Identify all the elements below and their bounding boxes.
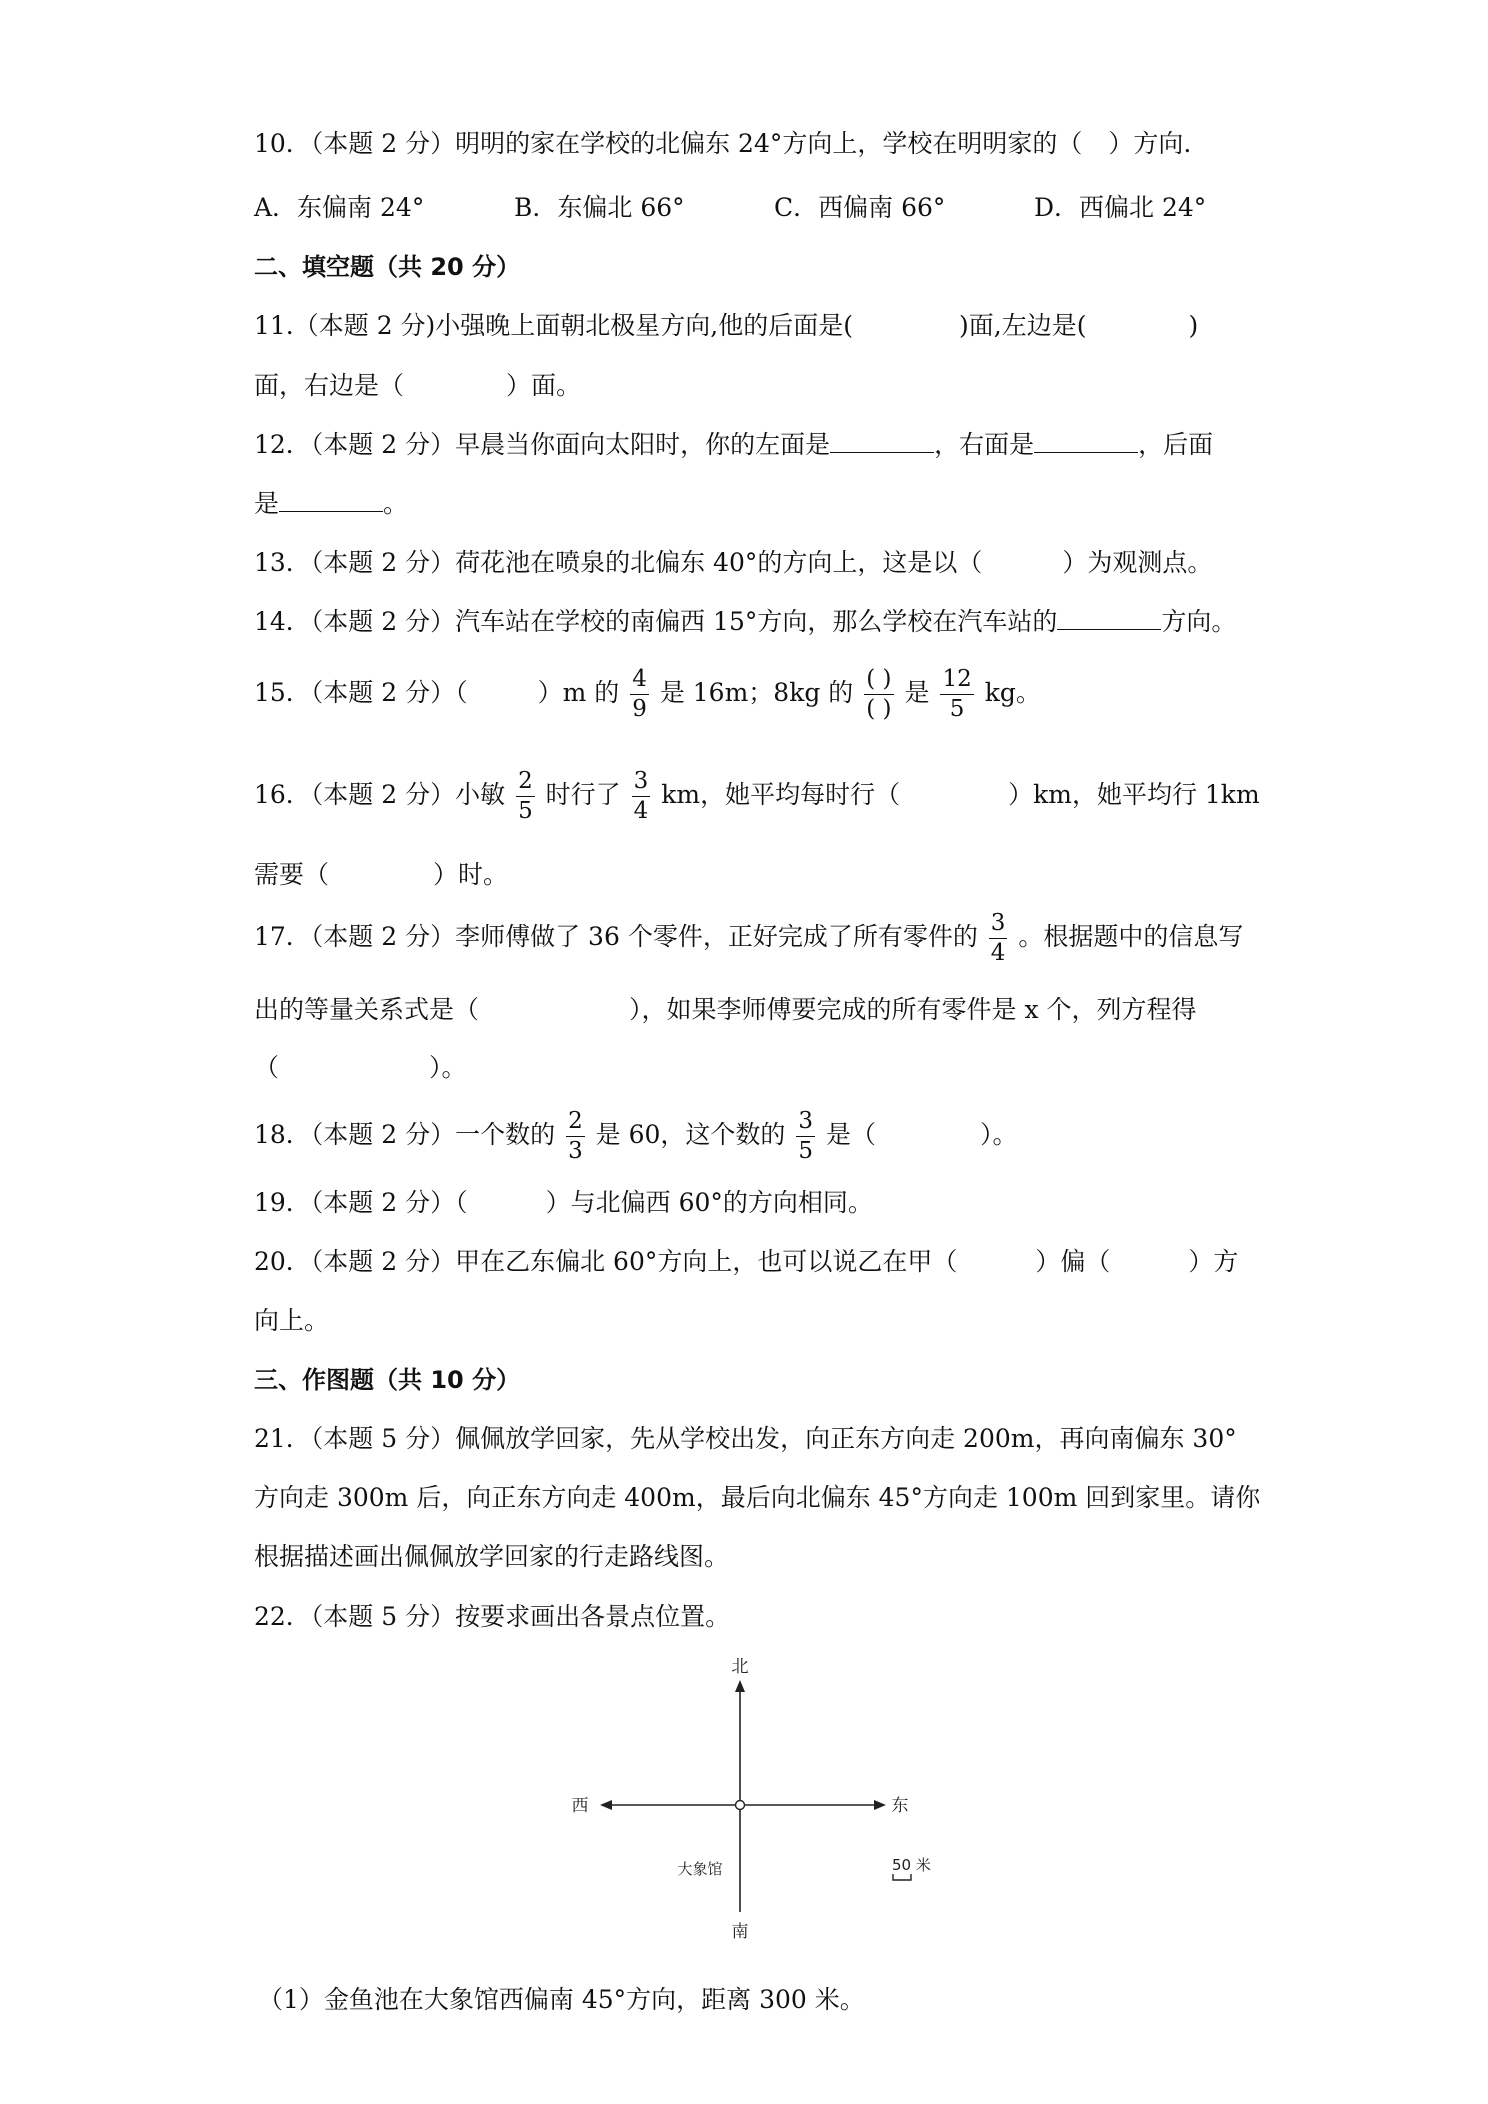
answer-blank[interactable] <box>1034 452 1138 453</box>
q19-stem: 19．（本题 2 分）（ ）与北偏西 60°的方向相同。 <box>254 1188 873 1217</box>
west-label: 西 <box>571 1796 589 1816</box>
q12-line2: 是 。 <box>254 489 409 518</box>
fraction-blank[interactable]: $\frac{( )}{( )}$ <box>866 666 892 722</box>
q10-option-b[interactable]: B．东偏北 66° <box>514 193 685 222</box>
east-label: 东 <box>891 1796 909 1816</box>
answer-blank[interactable] <box>279 511 383 512</box>
q10-option-c[interactable]: C．西偏南 66° <box>774 193 946 222</box>
west-arrow-icon <box>600 1800 612 1810</box>
q21-line3: 根据描述画出佩佩放学回家的行走路线图。 <box>254 1542 730 1571</box>
q16-line1: 16．（本题 2 分）小敏 $\frac{2}{5}$ 时行了 $\frac{3}{4}$ km，她平均每时行（ ）km，她平均行 1km <box>254 768 1260 824</box>
q12-line1: 12．（本题 2 分）早晨当你面向太阳时，你的左面是 ，右面是 ，后面 <box>254 430 1214 459</box>
q10-option-a[interactable]: A．东偏南 24° <box>254 193 425 222</box>
fraction: $\frac{3}{5}$ <box>798 1108 814 1164</box>
answer-blank[interactable] <box>830 452 934 453</box>
section-title-drawing: 三、作图题（共 10 分） <box>254 1366 521 1394</box>
q14-stem: 14．（本题 2 分）汽车站在学校的南偏西 15°方向，那么学校在汽车站的 方向。 <box>254 607 1237 636</box>
q17-line3: （ ）。 <box>254 1053 467 1082</box>
q11-line2: 面，右边是（ ）面。 <box>254 371 582 400</box>
q22-stem: 22．（本题 5 分）按要求画出各景点位置。 <box>254 1602 731 1631</box>
north-arrow-icon <box>735 1680 745 1692</box>
north-label: 北 <box>731 1657 749 1677</box>
q13-stem: 13．（本题 2 分）荷花池在喷泉的北偏东 40°的方向上，这是以（ ）为观测点。 <box>254 548 1213 577</box>
south-label: 南 <box>731 1922 749 1942</box>
section-title-fill-in: 二、填空题（共 20 分） <box>254 253 521 281</box>
q20-line2: 向上。 <box>254 1306 330 1335</box>
answer-blank[interactable] <box>1057 629 1161 630</box>
q21-line2: 方向走 300m 后，向正东方向走 400m，最后向北偏东 45°方向走 100m 回到家里。请你 <box>254 1483 1261 1512</box>
origin-point[interactable] <box>736 1801 745 1810</box>
q10-option-d[interactable]: D．西偏北 24° <box>1034 193 1207 222</box>
elephant-house-label: 大象馆 <box>677 1860 723 1878</box>
fraction: $\frac{2}{5}$ <box>518 768 533 824</box>
q17-line1: 17．（本题 2 分）李师傅做了 36 个零件，正好完成了所有零件的 $\frac{3}{4}$ 。根据题中的信息写 <box>254 910 1244 966</box>
east-arrow-icon <box>874 1800 886 1810</box>
q21-line1: 21．（本题 5 分）佩佩放学回家，先从学校出发，向正东方向走 200m，再向南偏东 30° <box>254 1424 1237 1453</box>
fraction: $\frac{4}{9}$ <box>632 666 647 722</box>
q17-line2: 出的等量关系式是（ ），如果李师傅要完成的所有零件是 x 个，列方程得 <box>254 995 1197 1024</box>
q20-line1: 20．（本题 2 分）甲在乙东偏北 60°方向上，也可以说乙在甲（ ）偏（ ）方 <box>254 1247 1239 1276</box>
fraction: $\frac{12}{5}$ <box>942 666 972 722</box>
q22-sub1: （1）金鱼池在大象馆西偏南 45°方向，距离 300 米。 <box>258 1985 865 2014</box>
scale-label: 50 米 <box>892 1856 931 1874</box>
q18-stem: 18．（本题 2 分）一个数的 $\frac{2}{3}$ 是 60，这个数的 $\frac{3}{5}$ 是（ ）。 <box>254 1108 1018 1164</box>
q10-stem: 10．（本题 2 分）明明的家在学校的北偏东 24°方向上，学校在明明家的（ ）方向. <box>254 129 1192 158</box>
compass-diagram[interactable] <box>560 1652 931 1942</box>
fraction: $\frac{3}{4}$ <box>633 768 649 824</box>
q11-line1: 11.（本题 2 分)小强晚上面朝北极星方向,他的后面是( )面,左边是( ) <box>254 311 1199 340</box>
fraction: $\frac{3}{4}$ <box>990 910 1006 966</box>
fraction: $\frac{2}{3}$ <box>568 1108 583 1164</box>
scale-bar <box>893 1874 911 1880</box>
q16-line2: 需要（ ）时。 <box>254 860 509 889</box>
q15-stem: 15．（本题 2 分）（ ）m 的 $\frac{4}{9}$ 是 16m；8kg 的 $\frac{( )}{( )}$ 是 $\frac{12}{5}$ kg。 <box>254 666 1041 722</box>
